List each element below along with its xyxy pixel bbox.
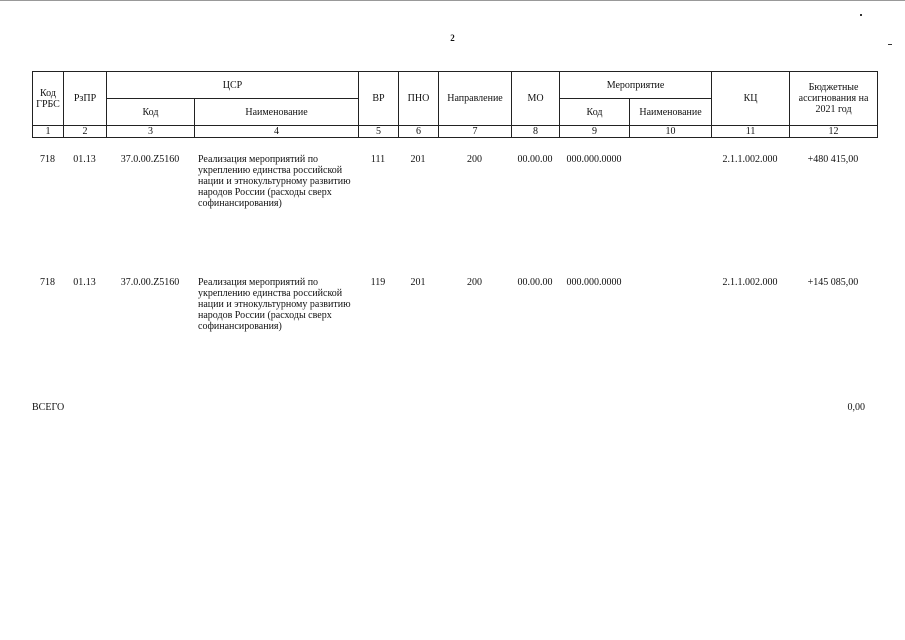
col-number: 12: [790, 126, 878, 138]
scan-speck: [888, 44, 892, 45]
col-number: 8: [512, 126, 560, 138]
header-rzpr: РзПР: [64, 72, 107, 126]
col-number: 11: [712, 126, 790, 138]
header-csr: ЦСР: [107, 72, 359, 99]
header-csr-name: Наименование: [195, 99, 359, 126]
header-meropriyatie: Мероприятие: [560, 72, 712, 99]
cell-napravlenie: 200: [467, 277, 482, 288]
header-kod-grbs: Код ГРБС: [33, 72, 64, 126]
total-value: 0,00: [847, 402, 865, 413]
cell-rzpr: 01.13: [73, 277, 96, 288]
cell-kc: 2.1.1.002.000: [722, 277, 778, 288]
header-vr: ВР: [359, 72, 399, 126]
cell-pno: 201: [410, 277, 426, 288]
header-mer-kod: Код: [560, 99, 630, 126]
cell-vr: 119: [370, 277, 386, 288]
cell-amount: +145 085,00: [807, 277, 859, 288]
col-number: 9: [560, 126, 630, 138]
col-number: 1: [33, 126, 64, 138]
col-number: 3: [107, 126, 195, 138]
header-mer-name: Наименование: [630, 99, 712, 126]
cell-grbs: 718: [40, 154, 55, 165]
col-number: 10: [630, 126, 712, 138]
header-napravlenie: Направление: [439, 72, 512, 126]
header-kc: КЦ: [712, 72, 790, 126]
header-csr-kod: Код: [107, 99, 195, 126]
col-number: 4: [195, 126, 359, 138]
cell-name: Реализация мероприятий по укреплению единства российской нации и этнокультурному развитию народов России (расходы сверх софинансирования): [198, 154, 351, 209]
cell-csr-kod: 37.0.00.Z5160: [120, 277, 180, 288]
cell-mo: 00.00.00: [517, 277, 553, 288]
cell-csr-kod: 37.0.00.Z5160: [120, 154, 180, 165]
header-budget: Бюджетные ассигнования на 2021 год: [790, 72, 878, 126]
cell-name: Реализация мероприятий по укреплению единства российской нации и этнокультурному развитию народов России (расходы сверх софинансирования): [198, 277, 351, 332]
col-number: 2: [64, 126, 107, 138]
col-number: 6: [399, 126, 439, 138]
total-label: ВСЕГО: [32, 402, 65, 413]
cell-mer-kod: 000.000.0000: [566, 154, 622, 165]
cell-pno: 201: [410, 154, 426, 165]
scan-speck: [860, 14, 862, 16]
top-rule: [0, 0, 905, 1]
header-mo: МО: [512, 72, 560, 126]
cell-rzpr: 01.13: [73, 154, 96, 165]
cell-amount: +480 415,00: [807, 154, 859, 165]
col-number: 7: [439, 126, 512, 138]
cell-vr: 111: [370, 154, 386, 165]
cell-mo: 00.00.00: [517, 154, 553, 165]
cell-mer-kod: 000.000.0000: [566, 277, 622, 288]
cell-grbs: 718: [40, 277, 55, 288]
header-pno: ПНО: [399, 72, 439, 126]
table-header: [32, 71, 878, 138]
cell-kc: 2.1.1.002.000: [722, 154, 778, 165]
col-number: 5: [359, 126, 399, 138]
cell-napravlenie: 200: [467, 154, 482, 165]
page-number: 2: [450, 33, 455, 43]
